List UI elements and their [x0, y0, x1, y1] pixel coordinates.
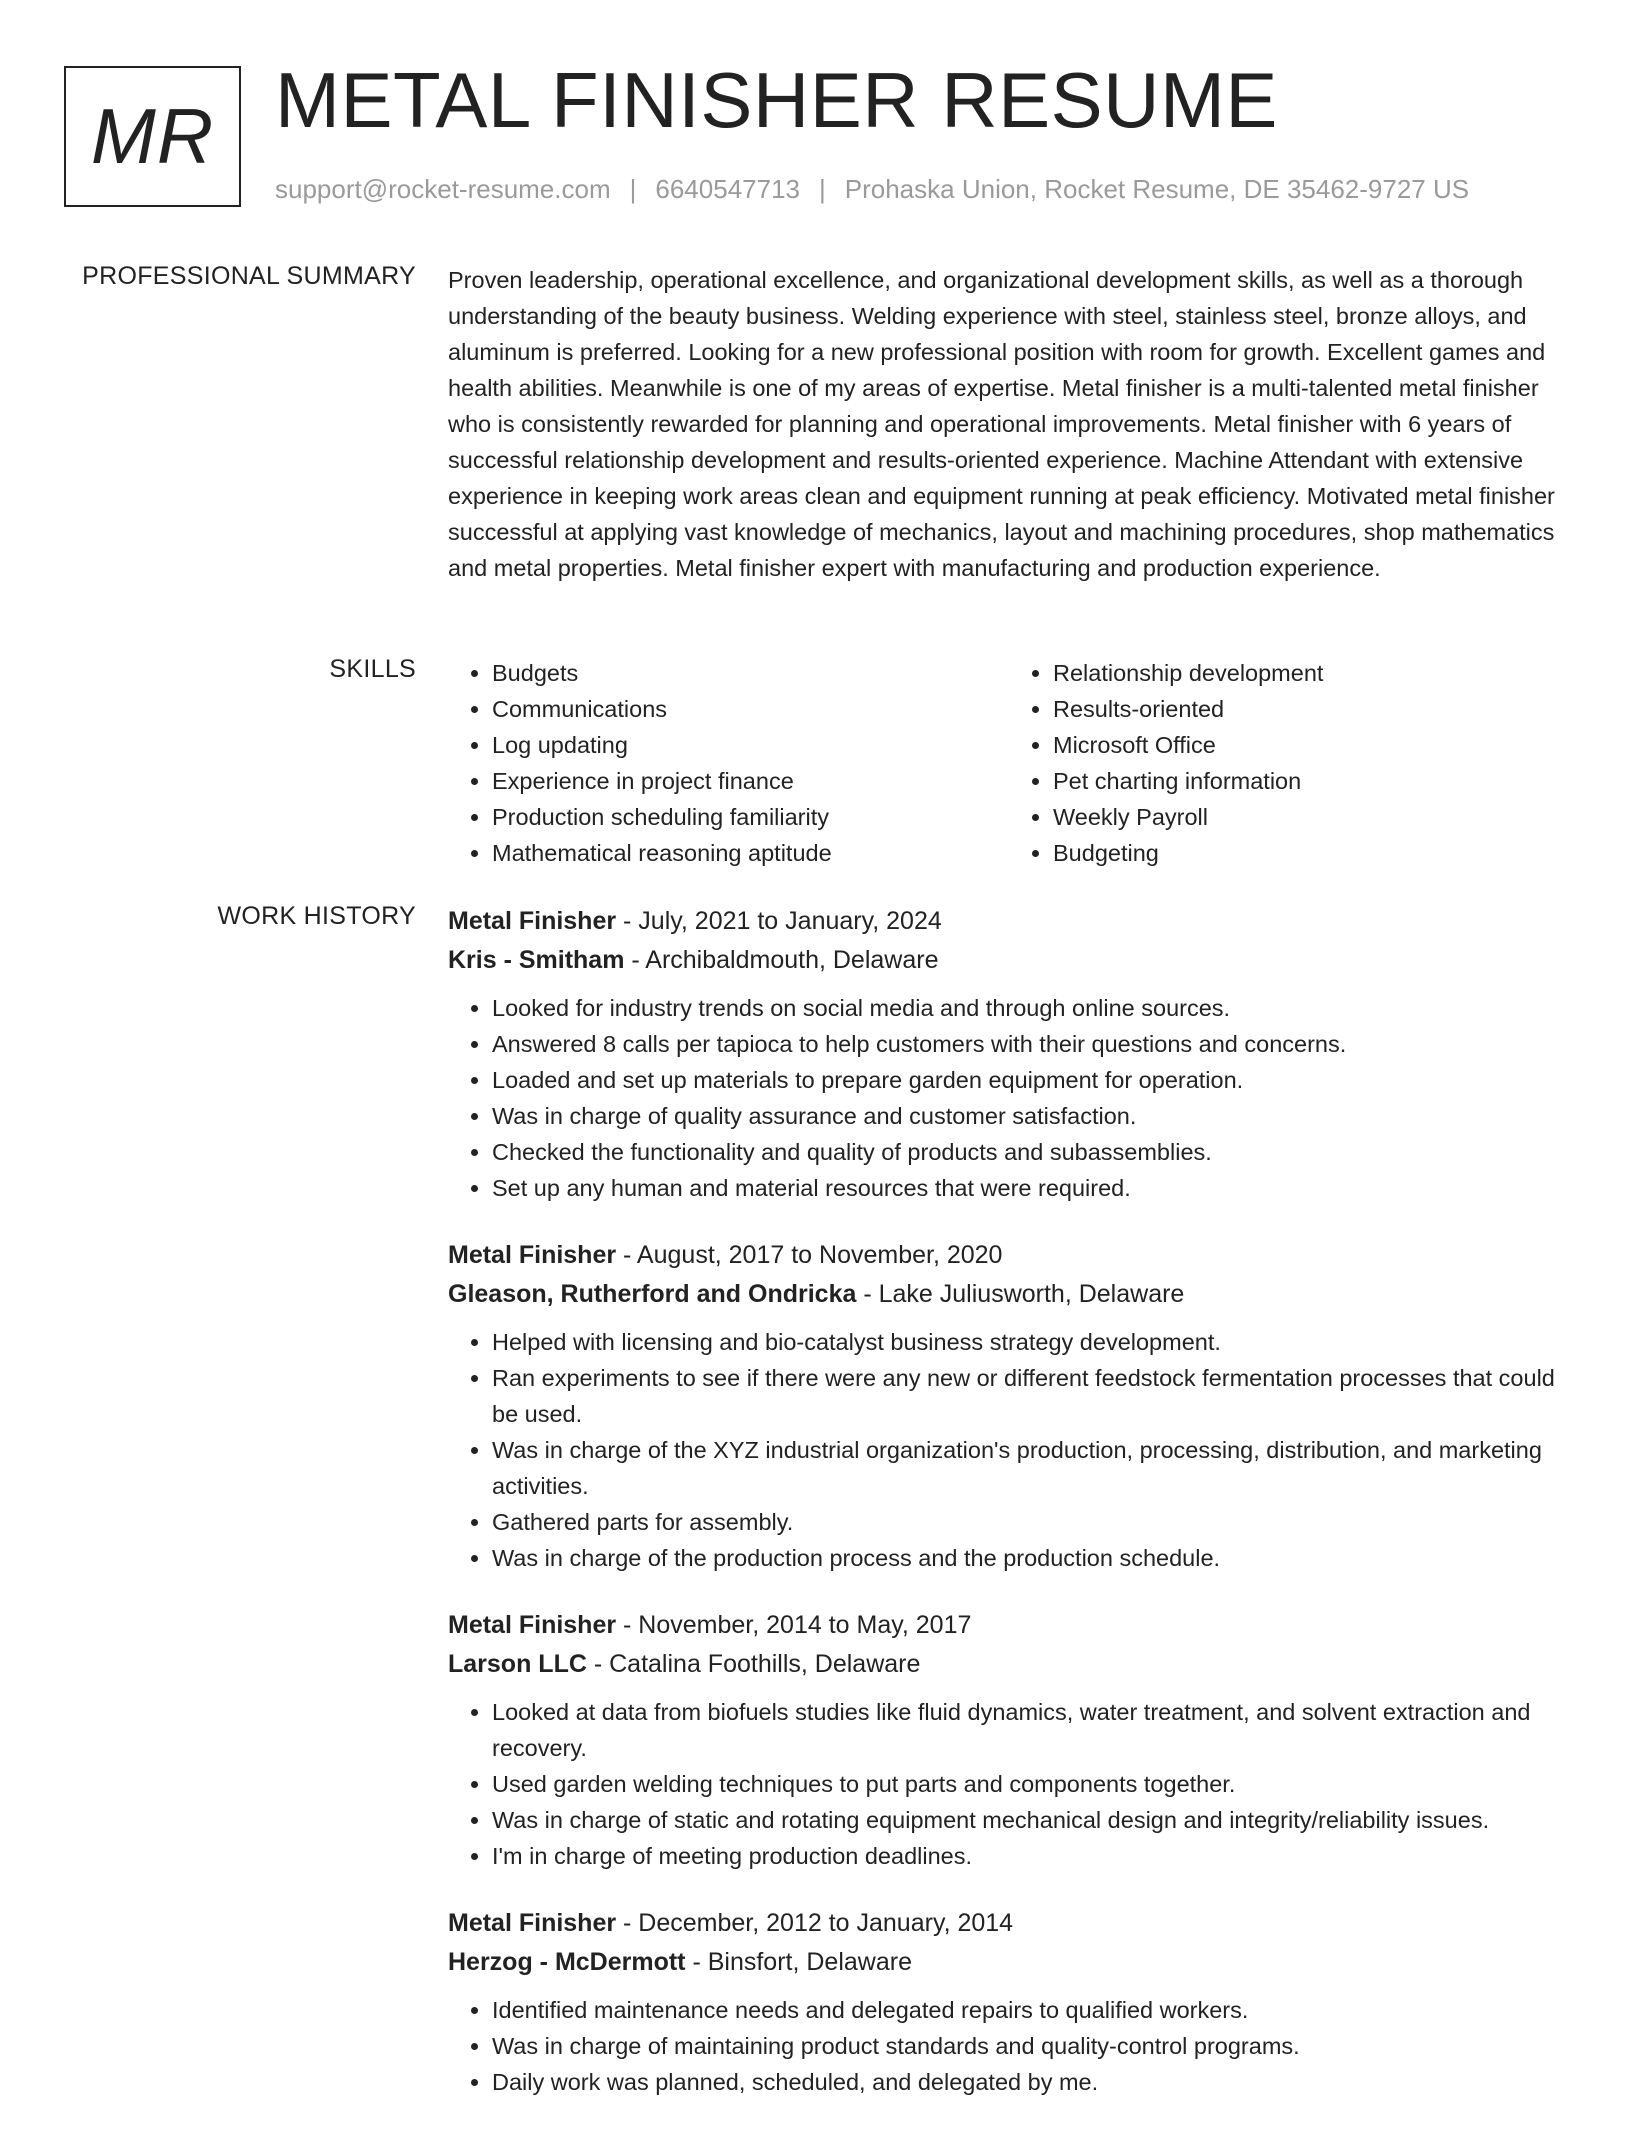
job-duty-item: • Looked for industry trends on social media and through online sources.	[492, 990, 1570, 1026]
job-title: Metal Finisher	[448, 1611, 617, 1639]
job-duty-item: • Was in charge of static and rotating equipment mechanical design and integrity/reliability issues.	[492, 1802, 1570, 1838]
section-heading-skills: SKILLS	[329, 655, 416, 683]
monogram-logo: MR	[64, 66, 241, 207]
job-company-line	[448, 940, 1570, 980]
job-location: - Catalina Foothills, Delaware	[586, 1650, 921, 1678]
skills-body	[448, 655, 1570, 871]
job-duty-item: • Was in charge of the XYZ industrial organization's production, processing, distribution, and marketing activities.	[492, 1432, 1570, 1504]
job-company-line	[448, 1274, 1570, 1314]
skill-item: • Budgets	[492, 655, 1009, 691]
job-duties-list	[448, 1324, 1570, 1576]
job-title: Metal Finisher	[448, 1909, 617, 1937]
job-title: Metal Finisher	[448, 1241, 617, 1269]
job-company-line	[448, 1942, 1570, 1982]
contact-line	[275, 174, 1469, 205]
job-duty-item: • Gathered parts for assembly.	[492, 1504, 1570, 1540]
job-duties-list	[448, 1694, 1570, 1874]
contact-separator: |	[819, 174, 826, 204]
job-duty-item: • Ran experiments to see if there were any new or different feedstock fermentation processes that could be used.	[492, 1360, 1570, 1432]
skill-item: • Experience in project finance	[492, 763, 1009, 799]
resume-title: METAL FINISHER RESUME	[275, 56, 1278, 144]
job-entry	[448, 902, 1570, 1206]
job-title-line	[448, 1236, 1570, 1274]
job-duty-item: • Answered 8 calls per tapioca to help customers with their questions and concerns.	[492, 1026, 1570, 1062]
skill-item: • Weekly Payroll	[1053, 799, 1570, 835]
job-company: Gleason, Rutherford and Ondricka	[448, 1280, 857, 1308]
contact-phone[interactable]: 6640547713	[655, 174, 800, 204]
job-duty-item: • Was in charge of maintaining product standards and quality-control programs.	[492, 2028, 1570, 2064]
job-location: - Archibaldmouth, Delaware	[624, 946, 939, 974]
job-title: Metal Finisher	[448, 907, 617, 935]
job-dates: - December, 2012 to January, 2014	[616, 1909, 1014, 1937]
job-entry	[448, 1606, 1570, 1874]
summary-body	[448, 262, 1570, 586]
job-duty-item: • Set up any human and material resources that were required.	[492, 1170, 1570, 1206]
job-duty-item: • I'm in charge of meeting production deadlines.	[492, 1838, 1570, 1874]
skill-item: • Production scheduling familiarity	[492, 799, 1009, 835]
job-duty-item: • Looked at data from biofuels studies like fluid dynamics, water treatment, and solvent extraction and recovery.	[492, 1694, 1570, 1766]
section-heading-work: WORK HISTORY	[217, 902, 416, 930]
contact-email[interactable]: support@rocket-resume.com	[275, 174, 611, 204]
job-location: - Binsfort, Delaware	[685, 1948, 912, 1976]
skill-item: • Relationship development	[1053, 655, 1570, 691]
skill-item: • Budgeting	[1053, 835, 1570, 871]
summary-text: Proven leadership, operational excellence, and organizational development skills, as well as a thorough understanding of the beauty business. Welding experience with steel, stainless steel, bronze alloys, and aluminum is preferred. Looking for a new professional position with room for growth. Excellent games and health abilities. Meanwhile is one of my areas of expertise. Metal finisher is a multi-talented metal finisher who is consistently rewarded for planning and operational improvements. Metal finisher with 6 years of successful relationship development and results-oriented experience. Machine Attendant with extensive experience in keeping work areas clean and equipment running at peak efficiency. Motivated metal finisher successful at applying vast knowledge of mechanics, layout and machining procedures, shop mathematics and metal properties. Metal finisher expert with manufacturing and production experience.	[448, 267, 1555, 581]
job-entry	[448, 1236, 1570, 1576]
job-dates: - November, 2014 to May, 2017	[616, 1611, 972, 1639]
job-duty-item: • Checked the functionality and quality of products and subassemblies.	[492, 1134, 1570, 1170]
job-duties-list	[448, 990, 1570, 1206]
job-dates: - July, 2021 to January, 2024	[616, 907, 942, 935]
skill-item: • Pet charting information	[1053, 763, 1570, 799]
job-duty-item: • Was in charge of the production process and the production schedule.	[492, 1540, 1570, 1576]
job-title-line	[448, 1606, 1570, 1644]
contact-address: Prohaska Union, Rocket Resume, DE 35462-9727 US	[844, 174, 1470, 204]
skill-item: • Log updating	[492, 727, 1009, 763]
job-title-line	[448, 1904, 1570, 1942]
job-company: Larson LLC	[448, 1650, 587, 1678]
job-duty-item: • Helped with licensing and bio-catalyst business strategy development.	[492, 1324, 1570, 1360]
job-duty-item: • Was in charge of quality assurance and customer satisfaction.	[492, 1098, 1570, 1134]
skill-item: • Mathematical reasoning aptitude	[492, 835, 1009, 871]
skill-item: • Microsoft Office	[1053, 727, 1570, 763]
job-company: Kris - Smitham	[448, 946, 625, 974]
job-dates: - August, 2017 to November, 2020	[616, 1241, 1003, 1269]
skill-item: • Results-oriented	[1053, 691, 1570, 727]
skills-list-right	[1009, 655, 1570, 871]
skills-list-left	[448, 655, 1009, 871]
job-title-line	[448, 902, 1570, 940]
job-duty-item: • Identified maintenance needs and delegated repairs to qualified workers.	[492, 1992, 1570, 2028]
job-location: - Lake Juliusworth, Delaware	[856, 1280, 1185, 1308]
job-duty-item: • Used garden welding techniques to put parts and components together.	[492, 1766, 1570, 1802]
job-duty-item: • Daily work was planned, scheduled, and delegated by me.	[492, 2064, 1570, 2100]
job-company-line	[448, 1644, 1570, 1684]
section-heading-summary: PROFESSIONAL SUMMARY	[82, 262, 416, 290]
work-history-body	[448, 902, 1570, 2130]
job-duties-list	[448, 1992, 1570, 2100]
job-company: Herzog - McDermott	[448, 1948, 686, 1976]
job-duty-item: • Loaded and set up materials to prepare garden equipment for operation.	[492, 1062, 1570, 1098]
contact-separator: |	[629, 174, 637, 204]
skill-item: • Communications	[492, 691, 1009, 727]
job-entry	[448, 1904, 1570, 2100]
